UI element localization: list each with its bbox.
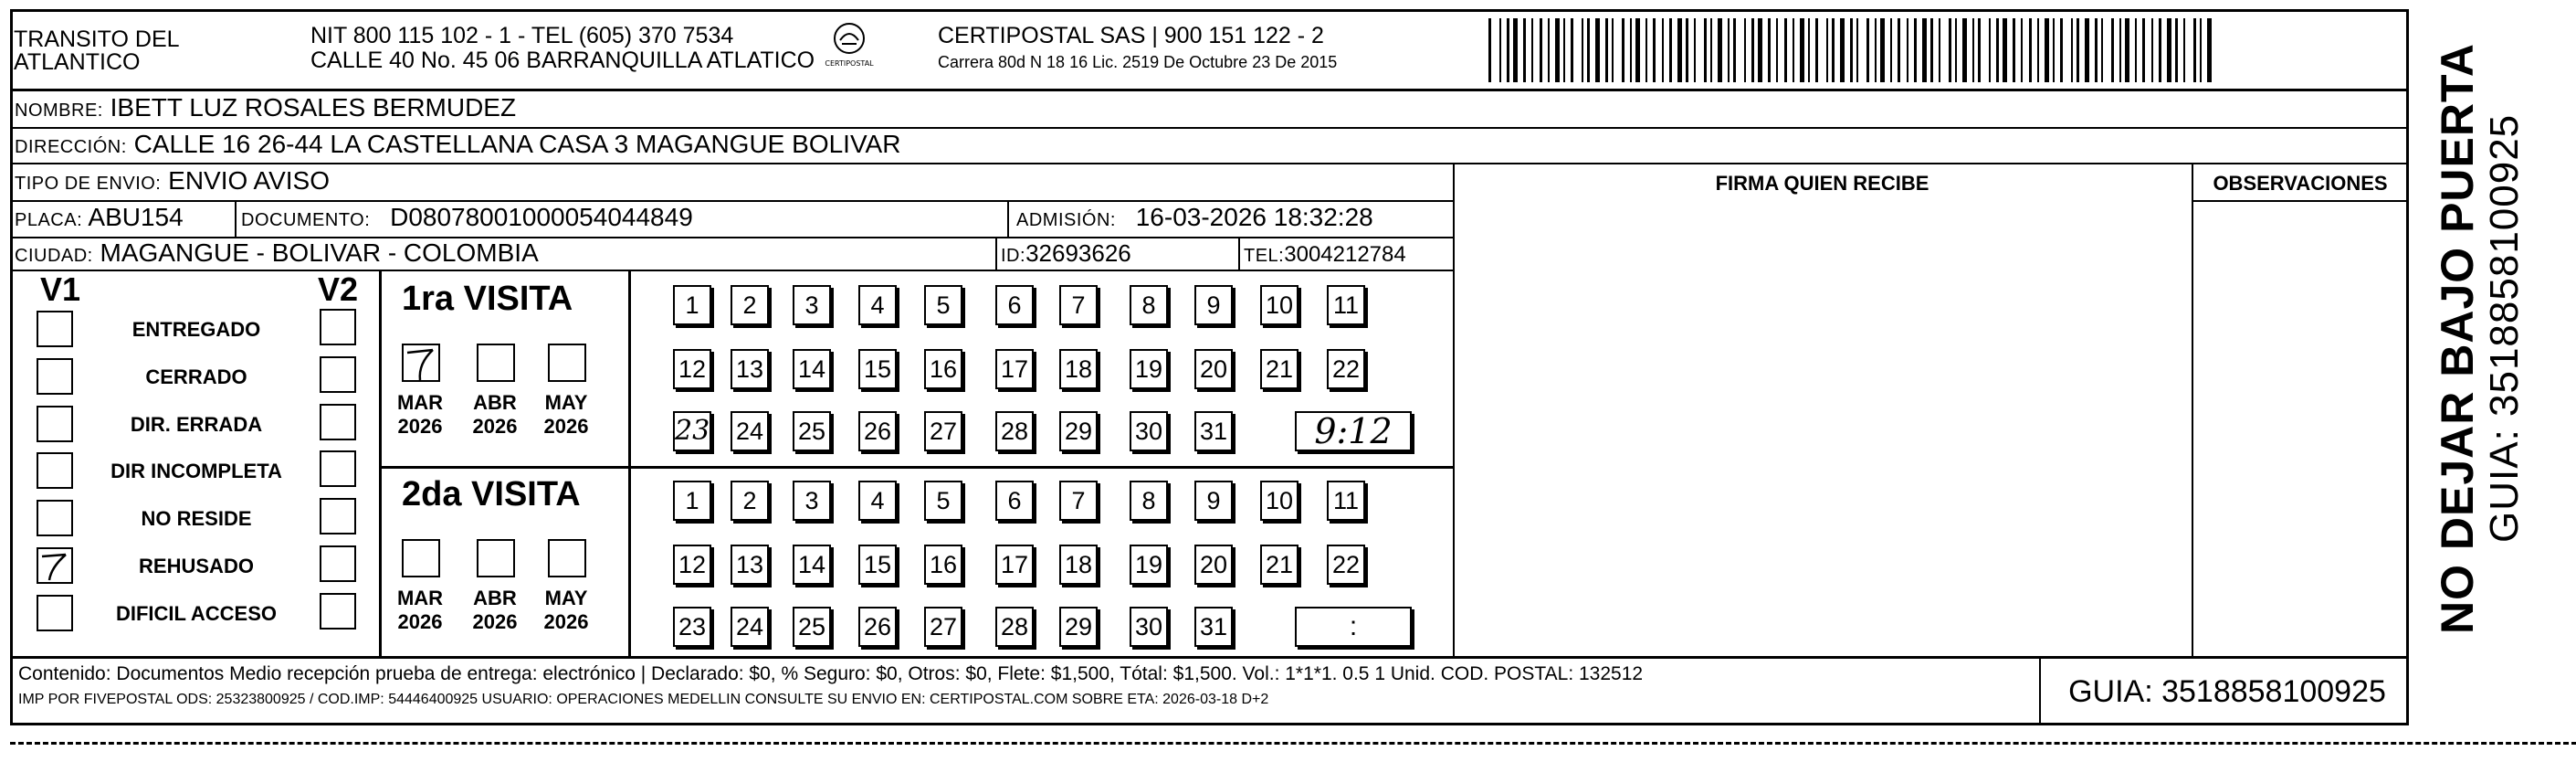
barcode-bar: [2200, 18, 2202, 82]
barcode-bar: [1677, 18, 1682, 82]
month-checkbox[interactable]: [548, 344, 586, 382]
month-year-label: [539, 391, 594, 439]
day-box[interactable]: 21: [1260, 349, 1299, 389]
barcode-bar: [2151, 18, 2153, 82]
year-label: 2026: [397, 415, 443, 438]
month-label: MAY: [544, 587, 588, 609]
rule: [2192, 163, 2193, 656]
tipo-envio-value: ENVIO AVISO: [168, 166, 331, 195]
month-year-label: [393, 587, 447, 634]
barcode-bar: [2021, 18, 2023, 82]
month-year-label: [393, 391, 447, 439]
rule: [10, 200, 1453, 202]
visit-title: 2da VISITA: [402, 475, 581, 513]
rule: [10, 163, 2409, 164]
barcode-bar: [1507, 18, 1509, 82]
barcode-bar: [1972, 18, 1974, 82]
v2-checkbox[interactable]: [320, 593, 356, 630]
v1-checkbox[interactable]: [37, 452, 73, 489]
barcode-bar: [1955, 18, 1957, 82]
barcode-bar: [1548, 18, 1550, 82]
barcode-bar: [2167, 18, 2171, 82]
barcode-bar: [2142, 18, 2145, 82]
id-field: [1001, 239, 1131, 270]
barcode-bar: [1555, 18, 1560, 82]
barcode-bar: [1907, 18, 1908, 82]
barcode-bar: [1898, 18, 1900, 82]
placa-label: PLACA:: [15, 210, 83, 230]
id-value: 32693626: [1025, 239, 1131, 267]
barcode-bar: [1710, 18, 1712, 82]
barcode-bar: [1866, 18, 1869, 82]
v2-checkbox[interactable]: [320, 450, 356, 487]
status-option-label: NO RESIDE: [141, 507, 252, 530]
no-dejar-warning: NO DEJAR BAJO PUERTA: [2432, 43, 2483, 634]
rule: [10, 270, 1453, 271]
day-box[interactable]: 17: [995, 349, 1034, 389]
month-label: MAR: [396, 587, 444, 609]
nombre-value: IBETT LUZ ROSALES BERMUDEZ: [110, 93, 517, 122]
v1-checkbox[interactable]: [37, 547, 73, 584]
day-box[interactable]: 28: [995, 607, 1034, 647]
barcode-bar: [1815, 18, 1818, 82]
tipo-envio-label: TIPO DE ENVIO:: [15, 174, 162, 194]
barcode-bar: [1826, 18, 1828, 82]
barcode-bar: [1595, 18, 1600, 82]
barcode-bar: [1662, 18, 1664, 82]
day-box[interactable]: 3: [793, 285, 831, 325]
barcode-bar: [2095, 18, 2098, 82]
v2-checkbox[interactable]: [320, 356, 356, 393]
day-box[interactable]: 15: [858, 545, 897, 585]
barcode-bar: [2193, 18, 2196, 82]
time-box[interactable]: [1295, 411, 1412, 451]
logo-text: CERTIPOSTAL: [825, 59, 874, 68]
status-option-label: DIFICIL ACCESO: [115, 602, 277, 625]
barcode-bar: [2060, 18, 2063, 82]
month-year-label: [468, 587, 522, 634]
day-box[interactable]: 21: [1260, 545, 1299, 585]
rule: [1007, 200, 1009, 237]
day-box[interactable]: 27: [924, 607, 962, 647]
barcode-bar: [1800, 18, 1804, 82]
day-box[interactable]: 7: [1059, 481, 1098, 521]
address-line: CALLE 40 No. 45 06 BARRANQUILLA ATLATICO: [310, 48, 815, 73]
status-option-label: REHUSADO: [139, 555, 254, 577]
courier-line2: Carrera 80d N 18 16 Lic. 2519 De Octubre 23 De 2015: [938, 53, 1338, 71]
day-box[interactable]: 13: [731, 545, 769, 585]
rule: [628, 270, 631, 656]
month-checkbox[interactable]: [477, 344, 515, 382]
barcode-bar: [1776, 18, 1778, 82]
barcode-bar: [2029, 18, 2032, 82]
barcode-bar: [1784, 18, 1787, 82]
day-box[interactable]: 6: [995, 285, 1034, 325]
footer-content-line: Contenido: Documentos Medio recepción prueba de entrega: electrónico | Declarado: $0, % Seguro: $0, Otros: $0, Flete: $1,500, Tótal: $1,500. Vol.: 1*1*1. 0.5 1 Unid. COD. POSTAL: 132512: [18, 663, 1644, 684]
barcode-bar: [1612, 18, 1614, 82]
side-text-rotated: [2411, 9, 2575, 725]
barcode-bar: [1488, 18, 1491, 82]
day-box[interactable]: 15: [858, 349, 897, 389]
day-box[interactable]: 23: [673, 607, 711, 647]
day-box[interactable]: 4: [858, 285, 897, 325]
barcode-bar: [2071, 18, 2073, 82]
firma-header: FIRMA QUIEN RECIBE: [1715, 172, 1929, 195]
rule: [10, 656, 2409, 659]
barcode-bar: [1949, 18, 1951, 82]
barcode-bar: [1513, 18, 1518, 82]
year-label: 2026: [543, 415, 589, 438]
nombre-label: NOMBRE:: [15, 101, 103, 121]
day-box[interactable]: 27: [924, 411, 962, 451]
day-box[interactable]: 16: [924, 545, 962, 585]
v2-checkbox[interactable]: [320, 498, 356, 534]
admision-label: ADMISIÓN:: [1016, 210, 1116, 230]
barcode-bar: [1758, 18, 1762, 82]
month-label: MAR: [396, 391, 444, 414]
day-box[interactable]: 25: [793, 411, 831, 451]
direccion-label: DIRECCIÓN:: [15, 137, 127, 157]
day-box[interactable]: 13: [731, 349, 769, 389]
barcode-bar: [1704, 18, 1707, 82]
barcode-bar: [1630, 18, 1632, 82]
admision-value: 16-03-2026 18:32:28: [1135, 203, 1373, 231]
year-label: 2026: [397, 610, 443, 633]
footer-guia: GUIA: 3518858100925: [2068, 674, 2386, 709]
barcode-bar: [1890, 18, 1892, 82]
day-box[interactable]: 22: [1327, 349, 1365, 389]
rule: [379, 466, 1453, 469]
barcode-bar: [1531, 18, 1533, 82]
day-box[interactable]: 8: [1130, 285, 1168, 325]
barcode-bar: [1922, 18, 1927, 82]
day-box[interactable]: 30: [1130, 607, 1168, 647]
day-box[interactable]: 29: [1059, 411, 1098, 451]
company-name-line1: TRANSITO DEL: [14, 26, 180, 52]
barcode-bar: [1605, 18, 1608, 82]
barcode-bar: [2119, 18, 2121, 82]
status-option-label: CERRADO: [145, 365, 247, 388]
tel-label: TEL:: [1244, 246, 1285, 266]
barcode-bar: [1499, 18, 1501, 82]
side-text-panel: [2411, 9, 2575, 725]
barcode-bar: [2175, 18, 2178, 82]
day-box[interactable]: 1: [673, 285, 711, 325]
day-box[interactable]: 5: [924, 285, 962, 325]
nombre-field: [15, 94, 516, 124]
observaciones-area[interactable]: [2199, 210, 2402, 649]
rule: [1453, 163, 1455, 656]
barcode-bar: [1875, 18, 1877, 82]
barcode-bar: [2077, 18, 2079, 82]
placa-value: ABU154: [88, 203, 184, 231]
admision-field: [1016, 204, 1373, 234]
month-checkbox[interactable]: [477, 539, 515, 577]
month-label: MAY: [544, 391, 588, 414]
v1-checkbox[interactable]: [37, 595, 73, 631]
day-box[interactable]: 9: [1194, 285, 1233, 325]
tipo-envio-field: [15, 167, 330, 197]
tel-field: [1244, 241, 1406, 270]
day-box[interactable]: 12: [673, 349, 711, 389]
visit-time: :: [1349, 611, 1358, 641]
direccion-field: [15, 131, 900, 161]
status-option-label: DIR INCOMPLETA: [110, 460, 282, 482]
barcode-bar: [2159, 18, 2161, 82]
barcode-bar: [1832, 18, 1835, 82]
day-box[interactable]: 26: [858, 607, 897, 647]
documento-value: D080780010000540448​49: [390, 203, 693, 231]
v2-checkbox[interactable]: [320, 545, 356, 582]
day-box[interactable]: 24: [731, 411, 769, 451]
barcode-bar: [1733, 18, 1736, 82]
barcode-bar: [2135, 18, 2137, 82]
day-box[interactable]: 25: [793, 607, 831, 647]
documento-field: [241, 204, 693, 234]
day-box[interactable]: 22: [1327, 545, 1365, 585]
rule: [1238, 237, 1240, 270]
day-box[interactable]: 7: [1059, 285, 1098, 325]
barcode-bar: [1669, 18, 1672, 82]
tel-value: 3004212784: [1284, 242, 1406, 267]
day-box[interactable]: 9: [1194, 481, 1233, 521]
id-label: ID:: [1001, 246, 1026, 266]
month-checkbox[interactable]: [402, 539, 440, 577]
year-label: 2026: [543, 610, 589, 633]
documento-label: DOCUMENTO:: [241, 210, 371, 230]
day-box[interactable]: 11: [1327, 285, 1365, 325]
year-label: 2026: [472, 415, 518, 438]
month-checkbox[interactable]: [402, 344, 440, 382]
ciudad-value: MAGANGUE - BOLIVAR - COLOMBIA: [100, 238, 539, 267]
barcode-bar: [1622, 18, 1624, 82]
company-name-line2: ATLANTICO: [14, 49, 141, 75]
rule: [235, 200, 237, 237]
barcode-bar: [2125, 18, 2129, 82]
day-box[interactable]: [673, 411, 711, 451]
month-label: ABR: [473, 587, 517, 609]
barcode-bar: [1850, 18, 1853, 82]
barcode-bar: [2045, 18, 2049, 82]
barcode-bar: [1635, 18, 1640, 82]
v2-label: V2: [318, 270, 359, 308]
day-box[interactable]: 28: [995, 411, 1034, 451]
day-box[interactable]: 19: [1130, 545, 1168, 585]
cut-line: [10, 742, 2576, 745]
barcode-bar: [1540, 18, 1542, 82]
signature-area[interactable]: [1461, 210, 2182, 649]
v1-checkbox[interactable]: [37, 406, 73, 442]
day-box[interactable]: 18: [1059, 545, 1098, 585]
barcode-bar: [1840, 18, 1845, 82]
time-box[interactable]: [1295, 607, 1412, 647]
barcode-bar: [2013, 18, 2015, 82]
day-box[interactable]: 11: [1327, 481, 1365, 521]
day-box[interactable]: 24: [731, 607, 769, 647]
day-box[interactable]: 12: [673, 545, 711, 585]
status-option-label: ENTREGADO: [131, 318, 261, 341]
day-box[interactable]: 14: [793, 545, 831, 585]
day-box[interactable]: 10: [1260, 285, 1299, 325]
v1-checkbox[interactable]: [37, 358, 73, 395]
side-guia: GUIA: 3518858100925: [2482, 113, 2527, 543]
barcode-bar: [1587, 18, 1590, 82]
barcode-bar: [1962, 18, 1967, 82]
day-box[interactable]: 2: [731, 285, 769, 325]
barcode-bar: [1653, 18, 1656, 82]
day-box[interactable]: 6: [995, 481, 1034, 521]
v1-checkbox[interactable]: [37, 311, 73, 347]
courier-line1: CERTIPOSTAL SAS | 900 151 122 - 2: [938, 23, 1324, 48]
barcode-bar: [2101, 18, 2103, 82]
visit-title: 1ra VISITA: [402, 280, 573, 318]
barcode-bar: [2053, 18, 2055, 82]
day-box[interactable]: 14: [793, 349, 831, 389]
barcode-bar: [1880, 18, 1885, 82]
month-label: ABR: [473, 391, 517, 414]
rule: [10, 89, 2409, 91]
ciudad-field: [15, 239, 539, 270]
barcode-bar: [1563, 18, 1565, 82]
barcode-bar: [1645, 18, 1647, 82]
day-box[interactable]: 18: [1059, 349, 1098, 389]
day-box[interactable]: 10: [1260, 481, 1299, 521]
day-box[interactable]: 26: [858, 411, 897, 451]
barcode-bar: [1989, 18, 1991, 82]
barcode-bar: [1571, 18, 1573, 82]
nit-line: NIT 800 115 102 - 1 - TEL (605) 370 7534: [310, 23, 734, 48]
ciudad-label: CIUDAD:: [15, 246, 93, 266]
day-box[interactable]: 31: [1194, 411, 1233, 451]
barcode-bar: [2207, 18, 2212, 82]
day-box[interactable]: 4: [858, 481, 897, 521]
rule: [995, 237, 997, 270]
barcode-bar: [2085, 18, 2089, 82]
observaciones-header: OBSERVACIONES: [2213, 172, 2388, 195]
direccion-value: CALLE 16 26-44 LA CASTELLANA CASA 3 MAGANGUE BOLIVAR: [133, 130, 901, 158]
barcode-bar: [1793, 18, 1794, 82]
day-box[interactable]: 20: [1194, 349, 1233, 389]
month-year-label: [539, 587, 594, 634]
day-box[interactable]: 16: [924, 349, 962, 389]
day-box[interactable]: 3: [793, 481, 831, 521]
barcode-bar: [1582, 18, 1583, 82]
rule: [10, 127, 2409, 129]
barcode-bar: [1686, 18, 1688, 82]
day-box[interactable]: 2: [731, 481, 769, 521]
barcode-bar: [2037, 18, 2039, 82]
barcode-bar: [1808, 18, 1810, 82]
v2-checkbox[interactable]: [320, 404, 356, 440]
v1-checkbox[interactable]: [37, 500, 73, 536]
day-box[interactable]: 1: [673, 481, 711, 521]
day-box[interactable]: 8: [1130, 481, 1168, 521]
barcode-bar: [1978, 18, 1981, 82]
day-box[interactable]: 31: [1194, 607, 1233, 647]
visit-time: 9:12: [1314, 411, 1393, 451]
month-checkbox[interactable]: [548, 539, 586, 577]
day-box[interactable]: 5: [924, 481, 962, 521]
barcode-bar: [1728, 18, 1730, 82]
barcode-bar: [1856, 18, 1858, 82]
barcode-bar: [1914, 18, 1917, 82]
barcode-bar: [2111, 18, 2114, 82]
barcode-bar: [1694, 18, 1696, 82]
barcode-bar: [1523, 18, 1526, 82]
barcode-bar: [1751, 18, 1754, 82]
v2-checkbox[interactable]: [320, 309, 356, 345]
barcode-bar: [1768, 18, 1771, 82]
barcode: [1488, 18, 2219, 84]
status-option-label: DIR. ERRADA: [130, 413, 263, 436]
footer-print-line: IMP POR FIVEPOSTAL ODS: 25323800925 / COD.IMP: 54446400925 USUARIO: OPERACIONES MEDELLIN CONSULTE SU ENVIO EN: CERTIPOSTAL.COM SOBRE ETA: 2026-03-18 D+2: [18, 692, 1269, 707]
v1-label: V1: [40, 270, 81, 308]
day-box[interactable]: 19: [1130, 349, 1168, 389]
barcode-bar: [1939, 18, 1940, 82]
day-box[interactable]: 30: [1130, 411, 1168, 451]
day-box[interactable]: 20: [1194, 545, 1233, 585]
barcode-bar: [1744, 18, 1746, 82]
barcode-bar: [2183, 18, 2185, 82]
barcode-bar: [2003, 18, 2007, 82]
year-label: 2026: [472, 610, 518, 633]
rule: [379, 270, 382, 656]
day-box[interactable]: 29: [1059, 607, 1098, 647]
barcode-bar: [1996, 18, 1999, 82]
month-year-label: [468, 391, 522, 439]
barcode-bar: [1930, 18, 1933, 82]
placa-field: [15, 204, 184, 234]
rule: [2039, 656, 2041, 725]
marked-day: 23: [675, 415, 710, 447]
rule: [2192, 200, 2409, 202]
certipostal-logo: [822, 20, 877, 75]
barcode-bar: [1718, 18, 1722, 82]
day-box[interactable]: 17: [995, 545, 1034, 585]
